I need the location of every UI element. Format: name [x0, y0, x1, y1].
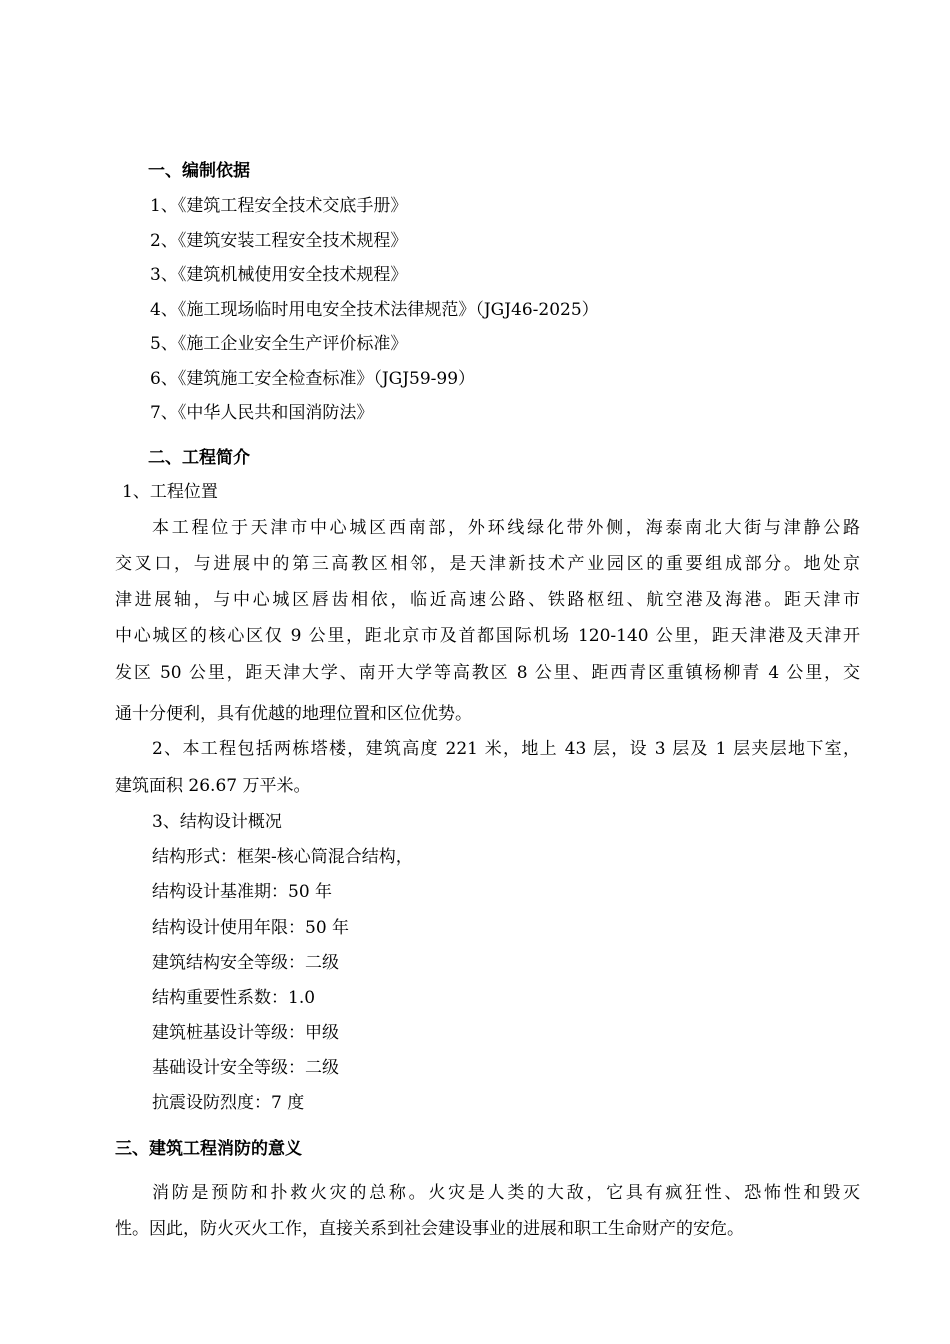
paragraph-line: 通十分便利，具有优越的地理位置和区位优势。	[115, 704, 472, 724]
subsection-heading: 1、工程位置	[122, 482, 218, 502]
reference-item: 7、《中华人民共和国消防法》	[150, 403, 374, 423]
subsection-heading: 3、结构设计概况	[152, 812, 282, 832]
section-heading: 三、建筑工程消防的意义	[115, 1139, 302, 1159]
structure-item: 结构形式：框架-核心筒混合结构，	[152, 847, 413, 867]
reference-item: 2、《建筑安装工程安全技术规程》	[150, 231, 408, 251]
paragraph-line: 中心城区的核心区仅 9 公里，距北京市及首都国际机场 120-140 公里，距天津港及天津开	[115, 626, 860, 646]
section-heading: 一、编制依据	[148, 161, 250, 181]
structure-item: 结构重要性系数：1.0	[152, 988, 316, 1008]
structure-item: 建筑结构安全等级：二级	[152, 953, 339, 973]
paragraph-line: 津进展轴，与中心城区唇齿相依，临近高速公路、铁路枢纽、航空港及海港。距天津市	[115, 590, 860, 610]
paragraph-line: 2、本工程包括两栋塔楼，建筑高度 221 米，地上 43 层，设 3 层及 1 层夹层地下室，	[152, 739, 860, 759]
paragraph-line: 交叉口，与进展中的第三高教区相邻，是天津新技术产业园区的重要组成部分。地处京	[115, 554, 860, 574]
paragraph-line: 本工程位于天津市中心城区西南部，外环线绿化带外侧，海泰南北大街与津静公路	[152, 518, 860, 538]
structure-item: 结构设计基准期：50 年	[152, 882, 333, 902]
reference-item: 1、《建筑工程安全技术交底手册》	[150, 196, 408, 216]
paragraph-line: 发区 50 公里，距天津大学、南开大学等高教区 8 公里、距西青区重镇杨柳青 4 公里，交	[115, 663, 860, 683]
paragraph-line: 性。因此，防火灭火工作，直接关系到社会建设事业的进展和职工生命财产的安危。	[115, 1219, 744, 1239]
reference-item: 3、《建筑机械使用安全技术规程》	[150, 265, 408, 285]
structure-item: 抗震设防烈度：7 度	[152, 1093, 305, 1113]
reference-item: 4、《施工现场临时用电安全技术法律规范》（JGJ46-2025）	[150, 300, 599, 320]
reference-item: 6、《建筑施工安全检查标准》（JGJ59-99）	[150, 369, 476, 389]
reference-item: 5、《施工企业安全生产评价标准》	[150, 334, 408, 354]
structure-item: 建筑桩基设计等级：甲级	[152, 1023, 339, 1043]
structure-item: 基础设计安全等级：二级	[152, 1058, 339, 1078]
paragraph-line: 建筑面积 26.67 万平米。	[115, 776, 311, 796]
section-heading: 二、工程简介	[148, 448, 250, 468]
structure-item: 结构设计使用年限：50 年	[152, 918, 350, 938]
paragraph-line: 消防是预防和扑救火灾的总称。火灾是人类的大敌，它具有疯狂性、恐怖性和毁灭	[152, 1183, 860, 1203]
